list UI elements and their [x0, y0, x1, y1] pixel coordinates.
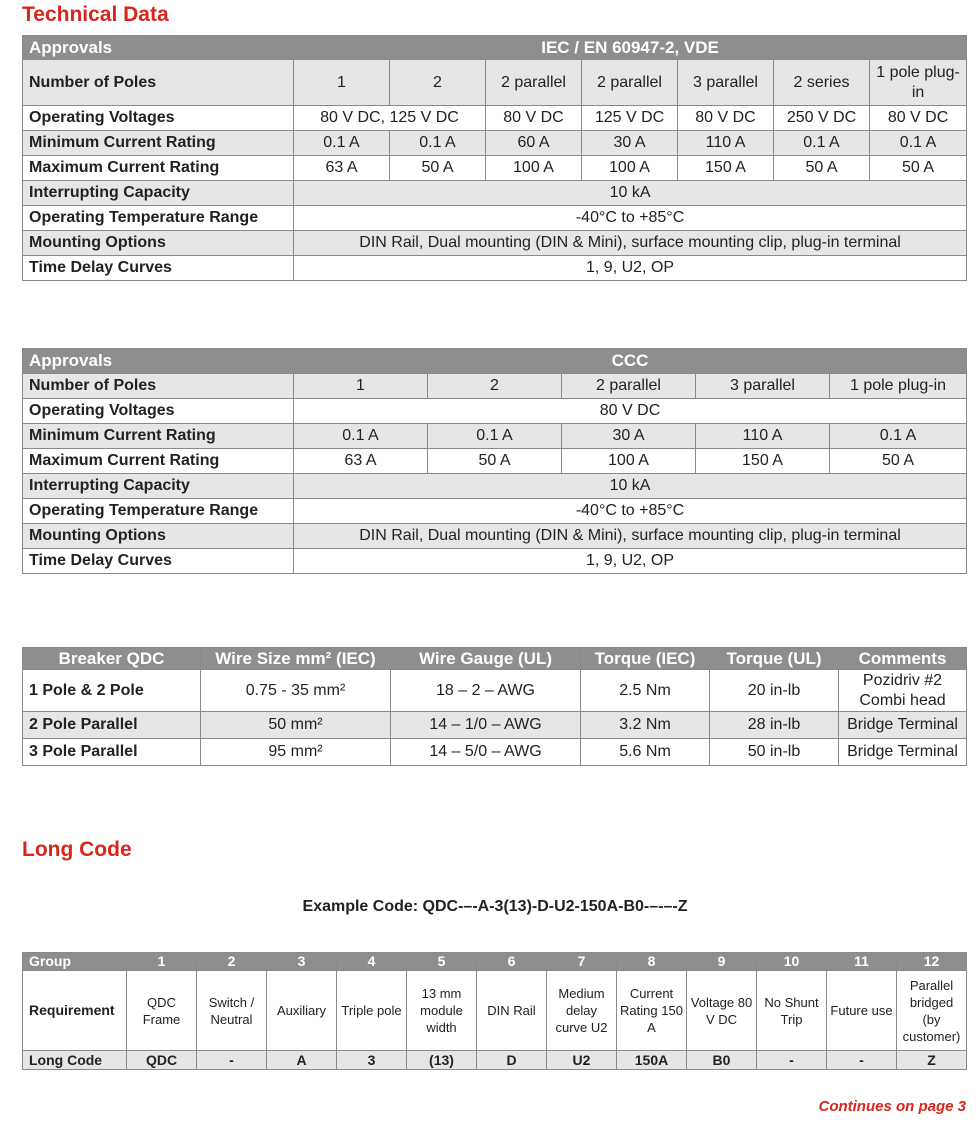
wire-row-label: 1 Pole & 2 Pole	[23, 670, 201, 712]
temp-label: Operating Temperature Range	[23, 499, 294, 524]
group-cell: 6	[477, 953, 547, 971]
curves-label: Time Delay Curves	[23, 549, 294, 574]
temp-label: Operating Temperature Range	[23, 206, 294, 231]
pole-cell: 1 pole plug-in	[870, 60, 967, 106]
max-cell: 100 A	[582, 156, 678, 181]
requirement-cell: DIN Rail	[477, 971, 547, 1051]
voltages-label: Operating Voltages	[23, 106, 294, 131]
max-cell: 50 A	[428, 449, 562, 474]
code-cell: -	[197, 1051, 267, 1070]
voltages-label: Operating Voltages	[23, 399, 294, 424]
requirement-cell: Parallel bridged (by customer)	[897, 971, 967, 1051]
technical-table-ccc	[22, 348, 967, 574]
requirement-cell: Auxiliary	[267, 971, 337, 1051]
approvals-value: CCC	[294, 349, 967, 374]
max-cell: 63 A	[294, 156, 390, 181]
wire-row-label: 3 Pole Parallel	[23, 739, 201, 766]
wire-cell: 95 mm²	[201, 739, 391, 766]
min-cell: 0.1 A	[294, 131, 390, 156]
wire-cell: Bridge Terminal	[839, 739, 967, 766]
wire-cell: Pozidriv #2 Combi head	[839, 670, 967, 712]
pole-cell: 3 parallel	[696, 374, 830, 399]
voltage-cell: 80 V DC	[870, 106, 967, 131]
long-code-label: Long Code	[23, 1051, 127, 1070]
group-cell: 9	[687, 953, 757, 971]
approvals-value: IEC / EN 60947-2, VDE	[294, 36, 967, 60]
mount-value: DIN Rail, Dual mounting (DIN & Mini), surface mounting clip, plug-in terminal	[294, 231, 967, 256]
group-cell: 5	[407, 953, 477, 971]
pole-cell: 2 parallel	[486, 60, 582, 106]
min-cell: 110 A	[696, 424, 830, 449]
mount-label: Mounting Options	[23, 231, 294, 256]
pole-cell: 2	[390, 60, 486, 106]
temp-value: -40°C to +85°C	[294, 206, 967, 231]
max-cell: 50 A	[390, 156, 486, 181]
max-cell: 50 A	[870, 156, 967, 181]
group-cell: 8	[617, 953, 687, 971]
interrupt-label: Interrupting Capacity	[23, 474, 294, 499]
requirement-cell: Voltage 80 V DC	[687, 971, 757, 1051]
min-cell: 0.1 A	[830, 424, 967, 449]
max-current-label: Maximum Current Rating	[23, 156, 294, 181]
group-cell: 4	[337, 953, 407, 971]
code-cell: QDC	[127, 1051, 197, 1070]
wire-cell: 3.2 Nm	[581, 712, 710, 739]
max-cell: 150 A	[678, 156, 774, 181]
pole-cell: 2 series	[774, 60, 870, 106]
min-cell: 30 A	[582, 131, 678, 156]
wire-table	[22, 647, 967, 766]
curves-value: 1, 9, U2, OP	[294, 256, 967, 281]
requirement-cell: 13 mm module width	[407, 971, 477, 1051]
max-cell: 150 A	[696, 449, 830, 474]
long-code-table	[22, 952, 967, 1070]
wire-header: Torque (UL)	[710, 648, 839, 670]
poles-label: Number of Poles	[23, 374, 294, 399]
code-cell: U2	[547, 1051, 617, 1070]
requirement-cell: QDC Frame	[127, 971, 197, 1051]
min-cell: 0.1 A	[774, 131, 870, 156]
continues-link[interactable]: Continues on page 3	[818, 1098, 966, 1115]
pole-cell: 2 parallel	[562, 374, 696, 399]
min-cell: 0.1 A	[390, 131, 486, 156]
wire-header: Breaker QDC	[23, 648, 201, 670]
wire-header: Torque (IEC)	[581, 648, 710, 670]
wire-row-label: 2 Pole Parallel	[23, 712, 201, 739]
wire-cell: 2.5 Nm	[581, 670, 710, 712]
min-cell: 0.1 A	[428, 424, 562, 449]
wire-cell: 5.6 Nm	[581, 739, 710, 766]
pole-cell: 1 pole plug-in	[830, 374, 967, 399]
min-current-label: Minimum Current Rating	[23, 424, 294, 449]
voltage-cell: 80 V DC, 125 V DC	[294, 106, 486, 131]
wire-header: Comments	[839, 648, 967, 670]
wire-cell: 14 – 5/0 – AWG	[391, 739, 581, 766]
code-cell: (13)	[407, 1051, 477, 1070]
wire-cell: 50 in-lb	[710, 739, 839, 766]
technical-table-iec	[22, 35, 967, 281]
interrupt-value: 10 kA	[294, 181, 967, 206]
group-cell: 10	[757, 953, 827, 971]
voltage-cell: 80 V DC	[678, 106, 774, 131]
wire-cell: 50 mm²	[201, 712, 391, 739]
pole-cell: 3 parallel	[678, 60, 774, 106]
code-cell: -	[757, 1051, 827, 1070]
requirement-cell: Current Rating 150 A	[617, 971, 687, 1051]
min-cell: 0.1 A	[870, 131, 967, 156]
max-cell: 50 A	[774, 156, 870, 181]
temp-value: -40°C to +85°C	[294, 499, 967, 524]
requirement-cell: Triple pole	[337, 971, 407, 1051]
group-cell: 3	[267, 953, 337, 971]
group-cell: 1	[127, 953, 197, 971]
interrupt-label: Interrupting Capacity	[23, 181, 294, 206]
voltage-cell: 250 V DC	[774, 106, 870, 131]
pole-cell: 2 parallel	[582, 60, 678, 106]
requirement-cell: Switch / Neutral	[197, 971, 267, 1051]
approvals-label: Approvals	[23, 349, 294, 374]
requirement-cell: No Shunt Trip	[757, 971, 827, 1051]
max-current-label: Maximum Current Rating	[23, 449, 294, 474]
code-cell: B0	[687, 1051, 757, 1070]
group-cell: 11	[827, 953, 897, 971]
code-cell: 150A	[617, 1051, 687, 1070]
max-cell: 100 A	[562, 449, 696, 474]
min-current-label: Minimum Current Rating	[23, 131, 294, 156]
wire-cell: 28 in-lb	[710, 712, 839, 739]
min-cell: 30 A	[562, 424, 696, 449]
curves-value: 1, 9, U2, OP	[294, 549, 967, 574]
requirement-label: Requirement	[23, 971, 127, 1051]
interrupt-value: 10 kA	[294, 474, 967, 499]
code-cell: -	[827, 1051, 897, 1070]
max-cell: 50 A	[830, 449, 967, 474]
voltage-cell: 125 V DC	[582, 106, 678, 131]
requirement-cell: Future use	[827, 971, 897, 1051]
wire-cell: 20 in-lb	[710, 670, 839, 712]
wire-header: Wire Size mm² (IEC)	[201, 648, 391, 670]
code-cell: Z	[897, 1051, 967, 1070]
curves-label: Time Delay Curves	[23, 256, 294, 281]
long-code-title: Long Code	[22, 838, 132, 861]
min-cell: 0.1 A	[294, 424, 428, 449]
code-cell: A	[267, 1051, 337, 1070]
pole-cell: 2	[428, 374, 562, 399]
pole-cell: 1	[294, 60, 390, 106]
min-cell: 110 A	[678, 131, 774, 156]
wire-cell: 0.75 - 35 mm²	[201, 670, 391, 712]
poles-label: Number of Poles	[23, 60, 294, 106]
wire-cell: Bridge Terminal	[839, 712, 967, 739]
pole-cell: 1	[294, 374, 428, 399]
code-cell: D	[477, 1051, 547, 1070]
voltage-cell: 80 V DC	[486, 106, 582, 131]
voltage-value: 80 V DC	[294, 399, 967, 424]
example-code: Example Code: QDC-–-A-3(13)-D-U2-150A-B0-–-–-Z	[302, 898, 688, 915]
group-cell: 7	[547, 953, 617, 971]
group-label: Group	[23, 953, 127, 971]
code-cell: 3	[337, 1051, 407, 1070]
max-cell: 63 A	[294, 449, 428, 474]
wire-cell: 14 – 1/0 – AWG	[391, 712, 581, 739]
technical-data-title: Technical Data	[22, 3, 169, 26]
wire-cell: 18 – 2 – AWG	[391, 670, 581, 712]
min-cell: 60 A	[486, 131, 582, 156]
approvals-label: Approvals	[23, 36, 294, 60]
mount-value: DIN Rail, Dual mounting (DIN & Mini), surface mounting clip, plug-in terminal	[294, 524, 967, 549]
mount-label: Mounting Options	[23, 524, 294, 549]
max-cell: 100 A	[486, 156, 582, 181]
requirement-cell: Medium delay curve U2	[547, 971, 617, 1051]
group-cell: 2	[197, 953, 267, 971]
wire-header: Wire Gauge (UL)	[391, 648, 581, 670]
group-cell: 12	[897, 953, 967, 971]
